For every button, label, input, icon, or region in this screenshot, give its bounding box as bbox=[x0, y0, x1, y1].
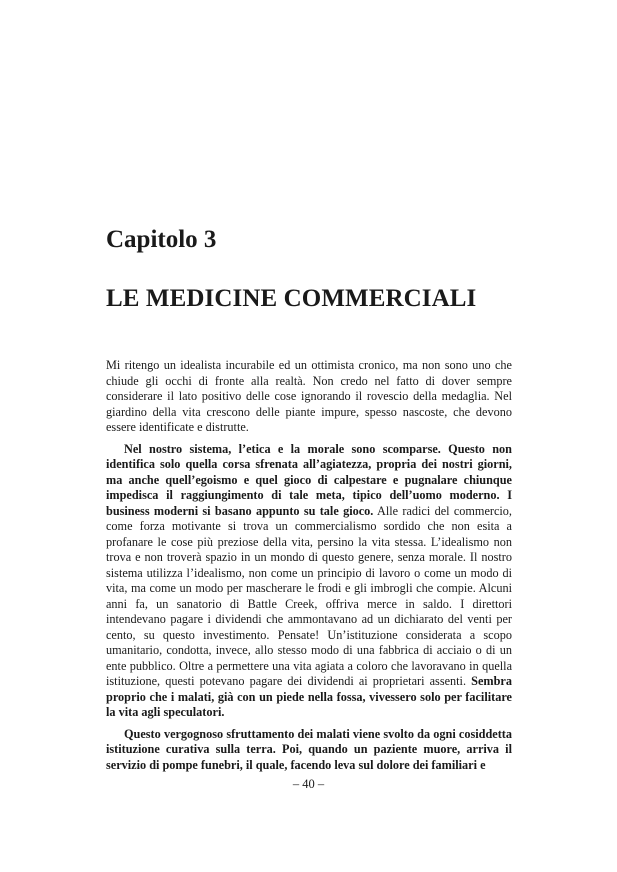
paragraph-1-text: Mi ritengo un idealista incurabile ed un ottimista cronico, ma non sono uno che chiude gli occhi di fronte alla realtà. Non credo nel fatto di dover sempre considerare il lato positivo delle cose ignorando il rovescio della medaglia. Nel giardino della vita crescono delle piante impure, spesso nascoste, che devono essere identificate e distrutte. bbox=[106, 358, 512, 434]
paragraph-3-bold-text: Questo vergognoso sfruttamento dei malati viene svolto da ogni cosiddetta istituzione curativa sulla terra. Poi, quando un paziente muore, arriva il servizio di pompe funebri, il quale, facendo leva sul dolore dei familiari e bbox=[106, 726, 512, 772]
paragraph-3 bbox=[106, 727, 512, 774]
chapter-number: Capitolo 3 bbox=[106, 226, 217, 253]
paragraph-2 bbox=[106, 442, 512, 721]
paragraph-1 bbox=[106, 358, 512, 436]
paragraph-2-text: Alle radici del commercio, come forza motivante si trova un commercialismo sordido che non esita a profanare le cose più preziose della vita, persino la vita stessa. L’idealismo non trova e non troverà spazio in un mondo di questo genere, senza morale. Il nostro sistema utilizza l’idealismo, non come un principio di lavoro o come un modo di vita, ma come un modo per mascherare le frodi e gli imbrogli che compie. Alcuni anni fa, un sanatorio di Battle Creek, offriva merce in saldo. I direttori intendevano pagare i dividendi che ammontavano ad un dichiarato del venti per cento, su questo investimento. Pensate! Un’istituzione considerata a scopo umanitario, condotta, invece, allo stesso modo di una fabbrica di acciaio o di un ente pubblico. Oltre a permettere una vita agiata a coloro che lavoravano in quella istituzione, questi potevano pagare dei dividendi ai proprietari assenti. bbox=[106, 503, 512, 688]
paragraph-2-bold-conclusion: Sembra proprio che i malati, già con un piede nella fossa, vivessero solo per facilitare la vita agli speculatori. bbox=[106, 674, 512, 719]
body-text bbox=[106, 358, 512, 773]
page-number: – 40 – bbox=[292, 777, 325, 791]
chapter-title: LE MEDICINE COMMERCIALI bbox=[106, 285, 477, 312]
paragraph-2-bold-intro: Nel nostro sistema, l’etica e la morale sono scomparse. Questo non identifica solo quella corsa sfrenata all’agiatezza, propria dei nostri giorni, ma anche quell’egoismo e quel gioco di calpestare e pugnalare chiunque impedisca il raggiungimento di tale meta, tipico dell’uomo moderno. I business moderni si basano appunto su tale gioco. bbox=[106, 441, 512, 518]
